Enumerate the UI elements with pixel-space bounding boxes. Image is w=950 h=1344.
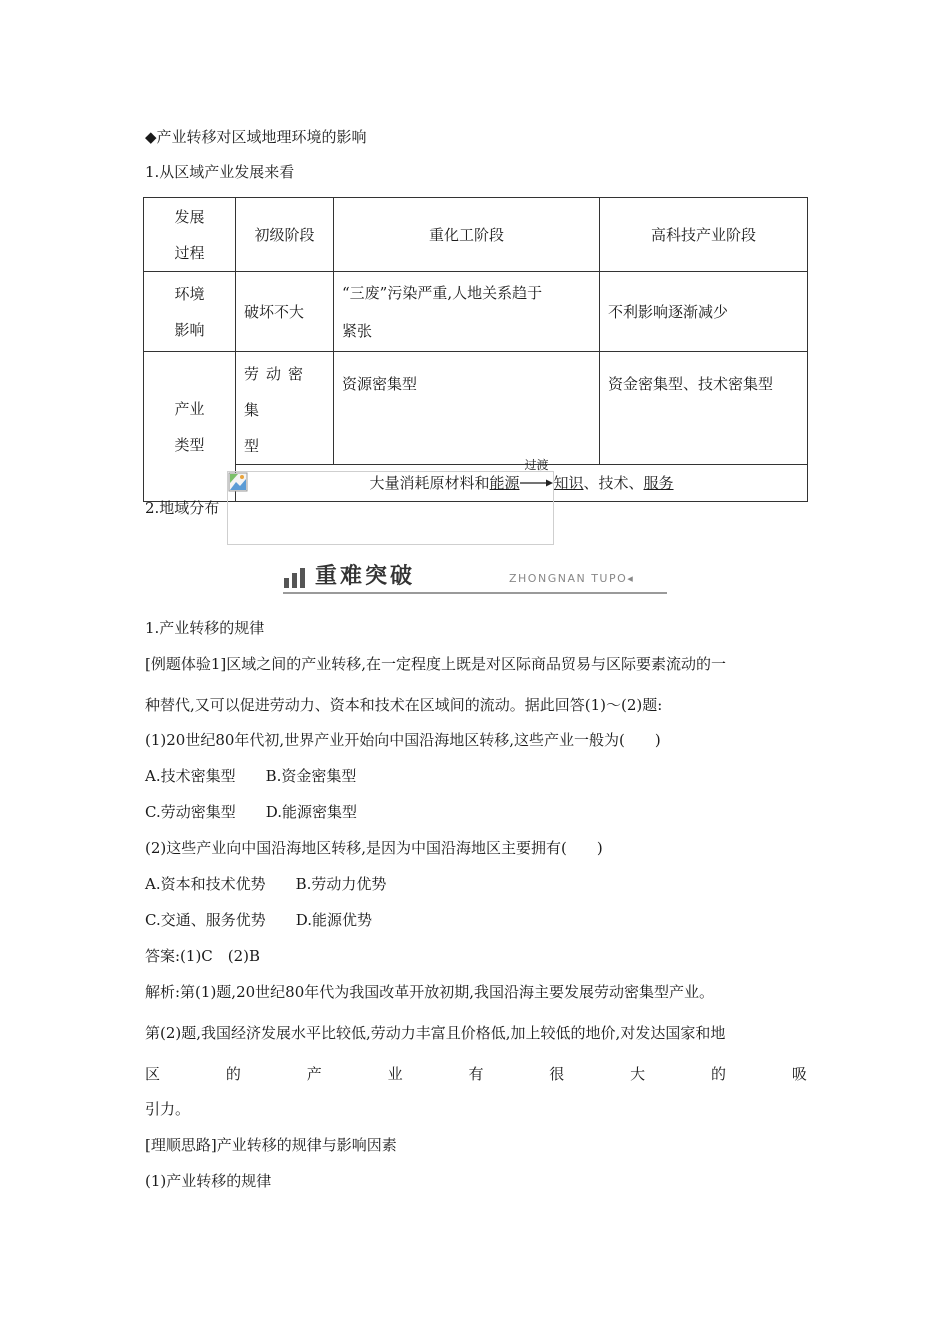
analysis-line-4: 引力。 bbox=[145, 1100, 191, 1118]
header-heavy-chemical-stage: 重化工阶段 bbox=[334, 198, 600, 272]
banner-title: 重难突破 bbox=[315, 564, 416, 589]
broken-image-icon bbox=[228, 472, 248, 492]
table-row-industry-type bbox=[144, 352, 808, 465]
question-1-options-ab: A.技术密集型 B.资金密集型 bbox=[145, 767, 357, 785]
flow-knowledge: 知识 bbox=[553, 474, 584, 492]
analysis-char: 业 bbox=[387, 1065, 403, 1083]
analysis-char: 吸 bbox=[791, 1065, 807, 1083]
analysis-char: 有 bbox=[468, 1065, 484, 1083]
cell-env-primary: 破坏不大 bbox=[236, 272, 334, 352]
analysis-char: 的 bbox=[711, 1065, 727, 1083]
question-1-options-cd: C.劳动密集型 D.能源密集型 bbox=[145, 803, 357, 821]
flow-energy: 能源 bbox=[489, 474, 520, 492]
industry-stages-table bbox=[143, 197, 808, 502]
table-header-row bbox=[144, 198, 808, 272]
cell-type-hightech: 资金密集型、技术密集型 bbox=[600, 352, 808, 465]
question-1: (1)20世纪80年代初,世界产业开始向中国沿海地区转移,这些产业一般为( ) bbox=[145, 731, 661, 749]
analysis-line-2: 第(2)题,我国经济发展水平比较低,劳动力丰富且价格低,加上较低的地价,对发达国家和地 bbox=[145, 1024, 726, 1042]
table-row-environment bbox=[144, 272, 808, 352]
analysis-char: 大 bbox=[630, 1065, 646, 1083]
cell-env-hightech: 不利影响逐渐减少 bbox=[600, 272, 808, 352]
analysis-char: 产 bbox=[306, 1065, 322, 1083]
flow-middle: 、技术、 bbox=[583, 474, 644, 492]
answer: 答案:(1)C (2)B bbox=[145, 947, 261, 965]
analysis-line-3 bbox=[145, 1064, 807, 1084]
question-2-options-ab: A.资本和技术优势 B.劳动力优势 bbox=[145, 875, 387, 893]
row-label-industry-type: 产业 类型 bbox=[144, 352, 236, 502]
broken-image-placeholder bbox=[227, 471, 554, 545]
paragraph-transfer-rules-sub: (1)产业转移的规律 bbox=[145, 1172, 272, 1190]
row-label-environment: 环境 影响 bbox=[144, 272, 236, 352]
banner-subtitle: ZHONGNAN TUPO◂ bbox=[509, 572, 635, 585]
flow-service: 服务 bbox=[643, 474, 674, 492]
flow-prefix: 大量消耗原材料和 bbox=[369, 474, 490, 492]
subheading-industry-development: 1.从区域产业发展来看 bbox=[145, 163, 295, 181]
bar-chart-icon bbox=[283, 567, 307, 589]
section-heading: ◆产业转移对区域地理环境的影响 bbox=[145, 128, 367, 146]
subheading-regional-distribution: 2.地域分布 bbox=[145, 499, 220, 517]
paragraph-transfer-rules: 1.产业转移的规律 bbox=[145, 619, 265, 637]
analysis-char: 区 bbox=[145, 1065, 161, 1083]
paragraph-think-path: [理顺思路]产业转移的规律与影响因素 bbox=[145, 1136, 397, 1154]
question-2-options-cd: C.交通、服务优势 D.能源优势 bbox=[145, 911, 372, 929]
analysis-char: 很 bbox=[549, 1065, 565, 1083]
header-primary-stage: 初级阶段 bbox=[236, 198, 334, 272]
cell-type-primary: 劳动密集 型 bbox=[236, 352, 334, 465]
paragraph-example-intro-cont: 种替代,又可以促进劳动力、资本和技术在区域间的流动。据此回答(1)～(2)题: bbox=[145, 696, 663, 714]
question-2: (2)这些产业向中国沿海地区转移,是因为中国沿海地区主要拥有( ) bbox=[145, 839, 603, 857]
banner-divider bbox=[283, 592, 667, 594]
cell-type-heavy: 资源密集型 bbox=[334, 352, 600, 465]
cell-env-heavy: “三废”污染严重,人地关系趋于 紧张 bbox=[334, 272, 600, 352]
header-process: 发展 过程 bbox=[144, 198, 236, 272]
transition-arrow-label: 过渡 bbox=[524, 458, 549, 472]
paragraph-example-intro: [例题体验1]区域之间的产业转移,在一定程度上既是对区际商品贸易与区际要素流动的一 bbox=[145, 655, 727, 673]
analysis-char: 的 bbox=[225, 1065, 241, 1083]
header-high-tech-stage: 高科技产业阶段 bbox=[600, 198, 808, 272]
analysis-line-1: 解析:第(1)题,20世纪80年代为我国改革开放初期,我国沿海主要发展劳动密集型产业。 bbox=[145, 983, 715, 1001]
section-banner bbox=[283, 562, 667, 594]
